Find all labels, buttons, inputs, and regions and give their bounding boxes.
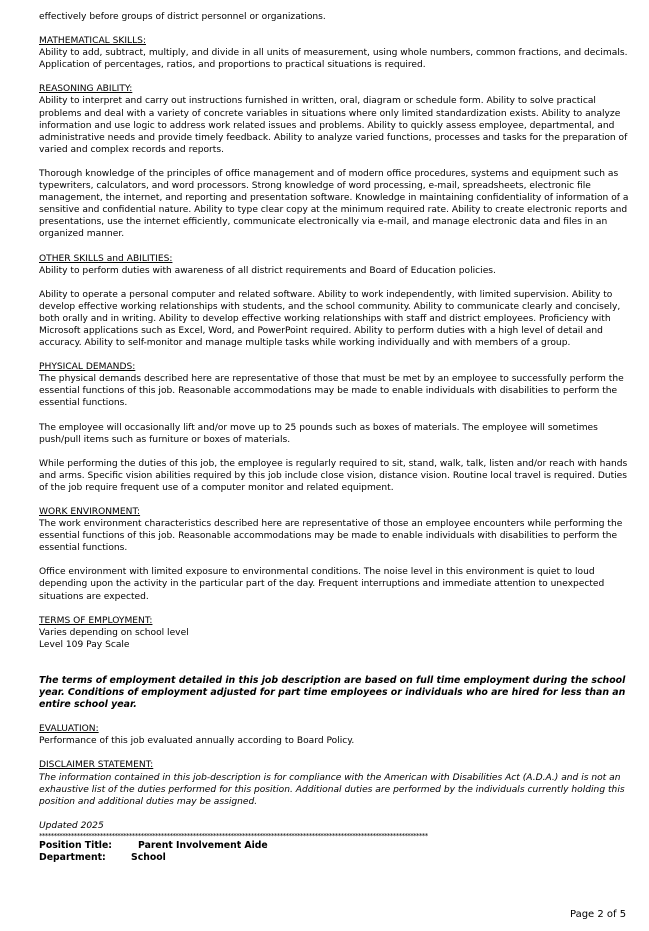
- other-p2: Ability to operate a personal computer and related software. Ability to work independently, with limited supervision. Ability to develop effective working relationships with students, and the school community. Ability to communicate clearly and concisely, both orally and in writing. Ability to develop effective working relationships with staff and district employees. Proficiency with Microsoft applications such as Excel, Word, and PowerPoint required. Ability to perform duties with a high level of detail and accuracy. Ability to self-monitor and manage multiple tasks while working individually and with members of a group.: [39, 289, 621, 349]
- physical-heading: PHYSICAL DEMANDS:: [39, 362, 136, 373]
- disclaimer-text: The information contained in this job-description is for compliance with the American with Disabilities Act (A.D.A.) and is not an exhaustive list of the duties performed for this position. Additional duties are performed by the individuals currently holding this position and additional duties may be assigned.: [39, 772, 625, 807]
- position-value: Parent Involvement Aide: [138, 839, 268, 851]
- terms-heading: TERMS OF EMPLOYMENT:: [39, 615, 153, 626]
- physical-p3: While performing the duties of this job, the employee is regularly required to sit, stand, walk, talk, listen and/or reach with hands and arms. Specific vision abilities required by this job include close vision, distance vision. Routine local travel is required. Duties of the job require frequent use of a computer monitor and related equipment.: [39, 458, 628, 493]
- position-label: Position Title:: [39, 839, 112, 851]
- reasoning-p1: Ability to interpret and carry out instructions furnished in written, oral, diagram or schedule form. Ability to solve practical problems and deal with a variety of concrete variables in situations where only limited standardization exists. Ability to analyze information and use logic to address work related issues and problems. Ability to quickly assess employee, departmental, and administrative needs and provide timely feedback. Ability to analyze varied functions, processes and tasks for the preparation of varied and complex records and reports.: [39, 96, 628, 155]
- environment-p1: The work environment characteristics described here are representative of those an employee encounters while performing the essential functions of this job. Reasonable accommodations may be made to enable individuals with disabilities to perform the essential functions.: [39, 519, 623, 554]
- other-p1: Ability to perform duties with awareness of all district requirements and Board of Education policies.: [39, 265, 496, 276]
- document-page: [39, 11, 632, 864]
- terms-note: The terms of employment detailed in this job description are based on full time employment during the school year. Conditions of employment adjusted for part time employees or individuals who are hired for less than an entire school year.: [39, 674, 626, 711]
- separator-stars: **************************************************************************************************************************************: [39, 831, 428, 840]
- department-label: Department:: [39, 851, 106, 863]
- physical-p1: The physical demands described here are representative of those that must be met by an employee to successfully perform the essential functions of this job. Reasonable accommodations may be made to enable individuals with disabilities to perform the essential functions.: [39, 374, 624, 409]
- math-heading: MATHEMATICAL SKILLS:: [39, 36, 147, 47]
- department-value: School: [131, 851, 166, 863]
- reasoning-heading: REASONING ABILITY:: [39, 84, 133, 95]
- disclaimer-heading: DISCLAIMER STATEMENT:: [39, 760, 154, 771]
- terms-line1: Varies depending on school level: [39, 627, 189, 638]
- environment-heading: WORK ENVIRONMENT:: [39, 507, 141, 517]
- other-heading: OTHER SKILLS and ABILITIES:: [39, 253, 173, 264]
- intro-tail: effectively before groups of district personnel or organizations.: [39, 12, 326, 22]
- position-row: [39, 840, 632, 852]
- math-text: Ability to add, subtract, multiply, and divide in all units of measurement, using whole numbers, common fractions, and decimals. Application of percentages, ratios, and proportions to practical situations is required.: [39, 48, 628, 71]
- physical-p2: The employee will occasionally lift and/or move up to 25 pounds such as boxes of materials. The employee will sometimes push/pull items such as furniture or boxes of materials.: [39, 422, 598, 445]
- updated-note: Updated 2025: [39, 820, 104, 831]
- page-number: Page 2 of 5: [570, 909, 627, 920]
- evaluation-text: Performance of this job evaluated annually according to Board Policy.: [39, 736, 355, 747]
- reasoning-p2: Thorough knowledge of the principles of office management and of modern office procedures, systems and equipment such as typewriters, calculators, and word processors. Strong knowledge of word processing, e-mail, spreadsheets, electronic file management, the internet, and reporting and presentation software. Knowledge in maintaining confidentiality of information of a sensitive and confidential nature. Ability to type clear copy at the minimum required rate. Ability to create electronic reports and presentations, use the internet efficiently, communicate electronically via e-mail, and manage electronic data and files in an organized manner.: [39, 168, 629, 240]
- environment-p2: Office environment with limited exposure to environmental conditions. The noise level in this environment is quiet to loud depending upon the activity in the particular part of the day. Frequent interruptions and immediate attention to unexpected situations are expected.: [39, 567, 605, 602]
- department-row: [39, 852, 632, 864]
- evaluation-heading: EVALUATION:: [39, 724, 99, 735]
- terms-line2: Level 109 Pay Scale: [39, 639, 130, 650]
